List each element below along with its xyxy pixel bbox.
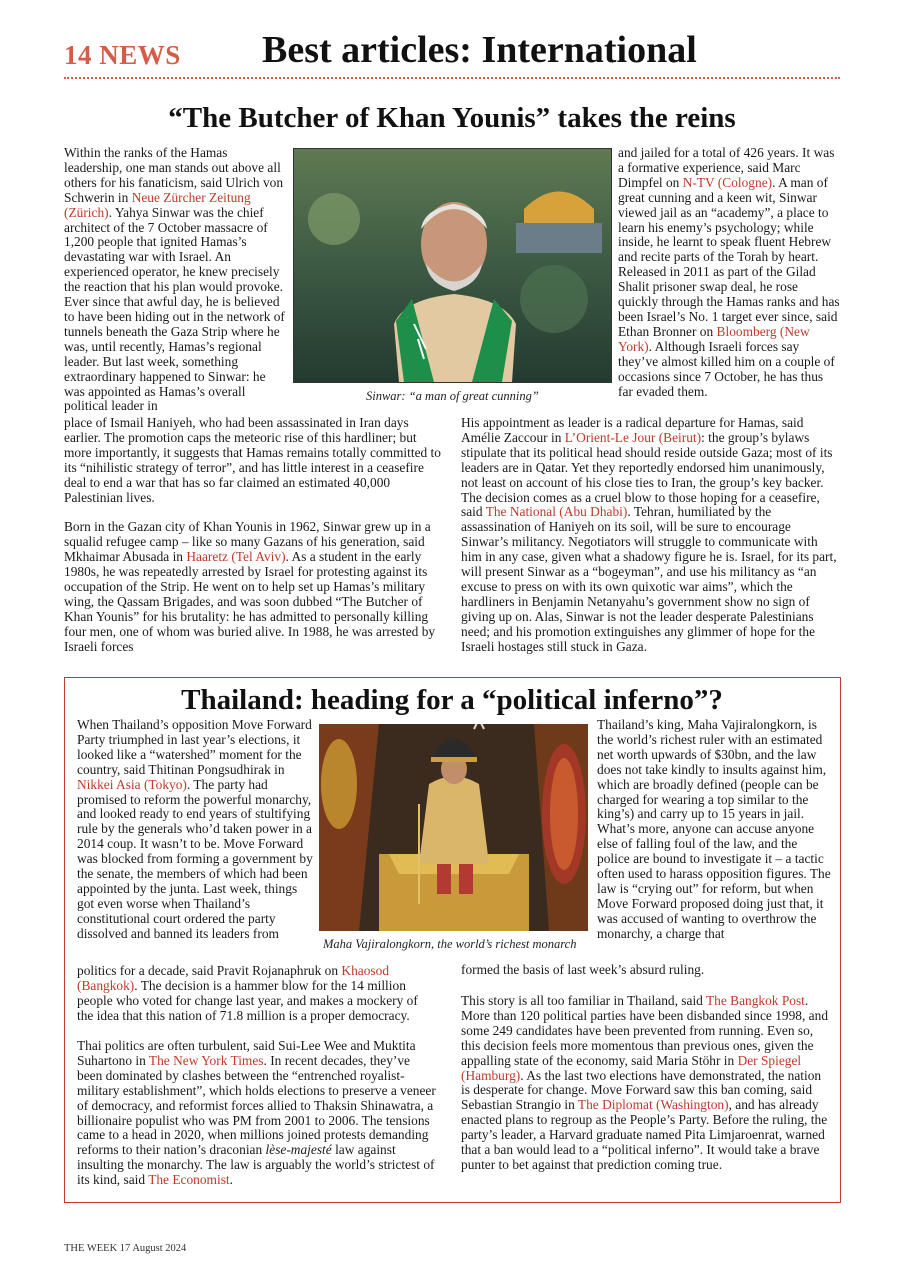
sinwar-caption: Sinwar: “a man of great cunning”: [366, 389, 539, 403]
article-text: law against insulting the monarchy. The law is arguably the world’s strictest of its kind, said: [77, 1142, 435, 1188]
source-link: Khaosod (Bangkok): [77, 963, 390, 993]
source-link: Neue Zürcher Zeitung (Zürich): [64, 189, 251, 220]
article-text: . The decision is a hammer blow for the 14 million people who voted for change last year, and makes a mockery of the idea that this nation of 71.8 million is a proper democracy.: [77, 977, 418, 1023]
article-text: . Tehran, humiliated by the assassination of Haniyeh on its soil, will be sure to encourage Sinwar’s militancy. Negotiators will struggle to communicate with him in any case, given what a shadowy figure he is. Israel, for its part, will present Sinwar as a “bogeyman”, and use his militancy as “an excuse to press on with its own quixotic war aims”, which the hardliners in Benjamin Netanyahu’s government show no sign of giving up on. Alas, Sinwar is not the leader desperate Palestinians need; and his promotion extinguishes any glimmer of hope for the Israeli hostages still stuck in Gaza.: [461, 504, 837, 654]
source-link: The New York Times: [148, 1052, 264, 1068]
article-text: Thailand’s king, Maha Vajiralongkorn, is the world’s richest ruler with an estimated net worth upwards of $30bn, and the law does not take kindly to insults against him, which are broadly defined (people can be charged for wearing a top similar to the king’s) and carry up to 15 years in jail. What’s more, anyone can accuse anyone else of falling foul of the law, and the police are bound to investigate it – a tactic often used to harass opposition figures. The law is “crying out” for reform, but when Move Forward proposed doing just that, it was accused of wanting to overthrow the monarchy, a charge that: [597, 717, 831, 941]
page-title: Best articles: International: [262, 29, 697, 71]
king-caption: Maha Vajiralongkorn, the world’s richest monarch: [323, 937, 577, 951]
article2-col3-top: [597, 718, 833, 942]
sinwar-photo: [293, 148, 612, 383]
article1-col3-top: [618, 146, 840, 399]
article-text: . As the last two elections have demonstrated, the nation is desperate for change. Move Forward saw this ban coming, said Sebastian Strangio in: [461, 1067, 822, 1113]
section-label: 14 NEWS: [64, 40, 181, 70]
source-link: Haaretz (Tel Aviv): [186, 549, 286, 565]
source-link: The Economist: [148, 1172, 230, 1188]
article-text: . A man of great cunning and a keen wit, Sinwar viewed jail as an “academy”, a place to learn his enemy’s psychology; while inside, he learnt to speak fluent Hebrew and recite parts of the Torah by heart. Released in 2011 as part of the Gilad Shalit prisoner swap deal, he rose quickly through the Hamas ranks and has been Israel’s No. 1 target ever since, said Ethan Bronner on: [618, 174, 840, 339]
source-link: Der Spiegel (Hamburg): [461, 1052, 802, 1083]
article2-col1-top: [77, 718, 313, 942]
article1-col3-bottom: [461, 416, 840, 655]
source-link: N-TV (Cologne): [682, 174, 773, 190]
article-text: and jailed for a total of 426 years. It was a formative experience, said Marc Dimpfel on: [618, 145, 835, 190]
article1-col1-bottom: [64, 416, 444, 655]
article-text: .: [229, 1172, 233, 1188]
article-text: Born in the Gazan city of Khan Younis in 1962, Sinwar grew up in a squalid refugee camp – like so many Gazans of his generation, said Mkhaimar Abusada in: [64, 519, 431, 565]
source-link: Bloomberg (New York): [618, 323, 810, 354]
article-text: His appointment as leader is a radical departure for Hamas, said Amélie Zaccour in: [461, 415, 804, 445]
source-link: Nikkei Asia (Tokyo): [77, 776, 187, 792]
article2-col1-bottom: [77, 1039, 437, 1188]
article2-col3-mid: [461, 963, 833, 978]
article-text: : the group’s bylaws stipulate that its political head should reside outside Gaza; most of its leaders are in Qatar. Yet they reportedly endorsed him unanimously, not least on account of his close ties to Iran, the group’s key backer. The decision comes as a cruel blow to those hoping for a ceasefire, said: [461, 429, 833, 520]
article-text: . Yahya Sinwar was the chief architect of the 7 October massacre of 1,200 people that ignited Hamas’s devastating war with Israel. An experienced operator, he knew precisely the reaction that his plan would provoke. Ever since that awful day, he is believed to have been hiding out in the network of tunnels beneath the Gaza Strip where he was, until recently, Hamas’s regional leader. But last week, something extraordinary happened to Sinwar: he was appointed as Hamas’s overall political leader in: [64, 204, 285, 414]
footer-issue: THE WEEK 17 August 2024: [64, 1243, 187, 1254]
article-text: . As a student in the early 1980s, he was repeatedly arrested by Israel for protesting against its occupation of the Strip. He went on to help set up Hamas’s military wing, the Qassam Brigades, and was soon dubbed “The Butcher of Khan Younis” for his brutality: he has admitted to personally killing four men, one of whom was buried alive. In 1988, he was arrested by Israeli forces: [64, 549, 436, 654]
article2-headline: Thailand: heading for a “political inferno”?: [181, 684, 723, 716]
article2-col3-bottom: [461, 994, 833, 1173]
article-text: When Thailand’s opposition Move Forward Party triumphed in last year’s elections, it looked like a “watershed” moment for the country, said Thitinan Pongsudhirak in: [77, 717, 312, 777]
article-text: formed the basis of last week’s absurd ruling.: [461, 962, 705, 977]
article-text: lèse-majesté: [265, 1142, 332, 1158]
king-photo: [319, 724, 588, 931]
source-link: The Bangkok Post: [705, 993, 805, 1008]
article1-col1-top: [64, 146, 286, 414]
article-text: . The party had promised to reform the powerful monarchy, and looked ready to end years of stultifying rule by the generals who’d taken power in a 2014 coup. It wasn’t to be. Move Forward was blocked from forming a government by the senate, the members of which had been appointed by the junta. Last week, things got even worse when Thailand’s constitutional court ordered the party dissolved and banned its leaders from: [77, 776, 313, 941]
header-rule: [64, 77, 840, 79]
article-text: . Although Israeli forces say they’ve almost killed him on a couple of occasions since 7 October, he has thus far evaded them.: [618, 338, 835, 399]
article-text: This story is all too familiar in Thailand, said: [461, 993, 706, 1008]
article-text: politics for a decade, said Pravit Rojanaphruk on: [77, 963, 342, 978]
article-text: . More than 120 political parties have been disbanded since 1998, and some 249 candidates have been prevented from running. Even so, this decision feels more momentous than previous ones, given the appalling state of the economy, said Maria Stöhr in: [461, 993, 829, 1068]
article1-headline: “The Butcher of Khan Younis” takes the reins: [168, 102, 736, 134]
article-text: , and has already enacted plans to regroup as the People’s Party. Before the ruling, the party’s leader, a Harvard graduate named Pita Limjaroenrat, warned that a ban would lead to a “political inferno”. It would take a brave punter to bet against that prediction coming true.: [461, 1097, 828, 1172]
source-link: The National (Abu Dhabi): [485, 504, 628, 520]
source-link: L’Orient-Le Jour (Beirut): [564, 429, 702, 445]
article-text: . In recent decades, they’ve been dominated by clashes between the “entrenched royalist-military establishment”, which holds elections to preserve a veneer of democracy, and reformist forces allied to Thaksin Shinawatra, a billionaire populist who was PM from 2001 to 2006. The tensions came to a head in 2020, when millions joined protests demanding reforms to their nation’s draconian: [77, 1052, 436, 1158]
article2-col1-mid: [77, 964, 437, 1024]
article-text: place of Ismail Haniyeh, who had been assassinated in Iran days earlier. The promotion caps the meteoric rise of this hardliner; but more importantly, it suggests that Hamas remains totally committed to its “nihilistic strategy of terror”, and has little interest in a ceasefire deal to end a war that has so far claimed an estimated 40,000 Palestinian lives.: [64, 415, 441, 505]
source-link: The Diplomat (Washington): [577, 1097, 729, 1113]
article-text: Within the ranks of the Hamas leadership, one man stands out above all others for his fanaticism, said Ulrich von Schwerin in: [64, 145, 284, 205]
article-text: Thai politics are often turbulent, said Sui-Lee Wee and Muktita Suhartono in: [77, 1038, 416, 1068]
